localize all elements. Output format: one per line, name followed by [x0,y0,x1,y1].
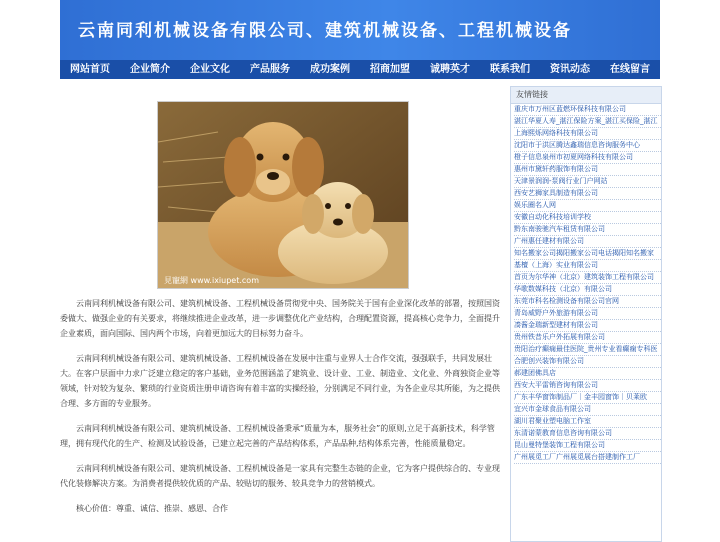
nav-home[interactable]: 网站首页 [70,64,110,75]
dogs-photo [157,101,409,289]
friend-link[interactable]: 湛江华夏人寿_湛江保险方案_湛江买保险_湛江 [514,116,661,128]
friend-link[interactable]: 郝建团佛具店 [514,368,661,380]
friend-links-heading: 友情链接 [511,87,661,104]
intro-paragraph: 云南同利机械设备有限公司、建筑机械设备、工程机械设备贯彻党中央、国务院关于国有企业深化改革的部署，按照国资委做大、做强企业的有关要求，将继续推进企业改革，进一步调整优化产业结构，合理配置资源，提高核心竞争力，全面提升企业素质，面向国际、国内两个市场，向着更加远大的目标努力奋斗。 [60,299,500,338]
friend-link[interactable]: 宜兴市金球食品有限公司 [514,404,661,416]
photo-watermark: 見寵網 www.ixiupet.com [164,276,259,285]
friend-link[interactable]: 昆山曼特堡装饰工程有限公司 [514,440,661,452]
friend-link[interactable]: 沈阳市于洪区腾达鑫瑞信息咨询服务中心 [514,140,661,152]
friend-link[interactable]: 广州展觅工厂广州展觅展台搭建制作工厂 [514,452,661,464]
core-values: 核心价值：尊重、诚信、推崇、感恩、合作 [76,504,228,513]
friend-link[interactable]: 凑酱金瑞新型建材有限公司 [514,320,661,332]
company-intro [60,296,500,526]
friend-link[interactable]: 东清诺蒙教育信息咨询有限公司 [514,428,661,440]
nav-jobs[interactable]: 诚聘英才 [430,64,470,75]
nav-products[interactable]: 产品服务 [250,64,290,75]
friend-links-list [511,104,661,464]
nav-franchise[interactable]: 招商加盟 [370,64,410,75]
friend-link[interactable]: 安徽自动化科技培训学校 [514,212,661,224]
friend-link[interactable]: 湖川君聚业塑电脑工作室 [514,416,661,428]
friend-link[interactable]: 贵州铁昔乐户外拓展有限公司 [514,332,661,344]
nav-cases[interactable]: 成功案例 [310,64,350,75]
friend-link[interactable]: 东莞市科名检测设备有限公司官网 [514,296,661,308]
friend-link[interactable]: 贵阳治疗癫痫最佳医院_贵州专业看癫痫专科医 [514,344,661,356]
friend-link[interactable]: 广东丰华窗饰制品厂｜金丰园窗饰｜贝莱欧 [514,392,661,404]
friend-link[interactable]: 黔东南骏驰汽车租赁有限公司 [514,224,661,236]
intro-paragraph: 云南同利机械设备有限公司、建筑机械设备、工程机械设备在发展中注重与业界人士合作交流，强强联手，共同发展壮大。在客户层面中力求广泛建立稳定的客户基础，业务范围涵盖了建筑业、设计业、工业、制造业、文化业、外商独资企业等领域，针对较为复杂、繁琐的行业资质注册申请咨询有着丰富的实操经验，分别满足不同行业，为各企业尽其所能，为之提供合理、多方面的专业服务。 [60,354,500,408]
nav-message[interactable]: 在线留言 [610,64,650,75]
golden-retrievers-illustration [158,102,408,288]
nav-contact[interactable]: 联系我们 [490,64,530,75]
friend-link[interactable]: 橙子信息泉州市初夏网络科技有限公司 [514,152,661,164]
friend-link[interactable]: 上海熙烁网络科技有限公司 [514,128,661,140]
friend-link[interactable]: 重庆市万州区蓝燃环保科技有限公司 [514,104,661,116]
friend-link[interactable]: 知名搬家公司揭阳搬家公司电话揭阳知名搬家 [514,248,661,260]
friend-link[interactable]: 广州惠任建材有限公司 [514,236,661,248]
friend-links-panel [510,86,662,542]
intro-paragraph: 云南同利机械设备有限公司、建筑机械设备、工程机械设备秉承“质量为本，服务社会”的原则,立足于高新技术，科学管理，拥有现代化的生产、检测及试验设备，已建立起完善的产品结构体系，产品品种,结构体系完善，性能质量稳定。 [60,424,495,448]
friend-link[interactable]: 西安艺狮家具制造有限公司 [514,188,661,200]
main-nav [60,60,660,79]
nav-news[interactable]: 资讯动态 [550,64,590,75]
friend-link[interactable]: 合肥创兴装饰有限公司 [514,356,661,368]
friend-link[interactable]: 首页为尔华神（北京）建筑装饰工程有限公司 [514,272,661,284]
friend-link[interactable]: 西安大平雷销咨询有限公司 [514,380,661,392]
site-title: 云南同利机械设备有限公司、建筑机械设备、工程机械设备 [78,21,572,41]
friend-link[interactable]: 基檀（上海）实业有限公司 [514,260,661,272]
friend-link[interactable]: 天津景润润-泵阀行业门户网站 [514,176,661,188]
header-banner [60,0,660,60]
nav-about[interactable]: 企业简介 [130,64,170,75]
intro-paragraph: 云南同利机械设备有限公司、建筑机械设备、工程机械设备是一家具有完整生态链的企业，它为客户提供综合的、专业现代化装修解决方案。为消费者提供较优质的产品、较贴切的服务、较具竞争力的营销模式。 [60,464,500,488]
friend-link[interactable]: 娱乐圈名人网 [514,200,661,212]
nav-culture[interactable]: 企业文化 [190,64,230,75]
friend-link[interactable]: 华歌数媒科技（北京）有限公司 [514,284,661,296]
friend-link[interactable]: 青岛威野户外旅游有限公司 [514,308,661,320]
friend-link[interactable]: 惠州市黛轩药服饰有限公司 [514,164,661,176]
